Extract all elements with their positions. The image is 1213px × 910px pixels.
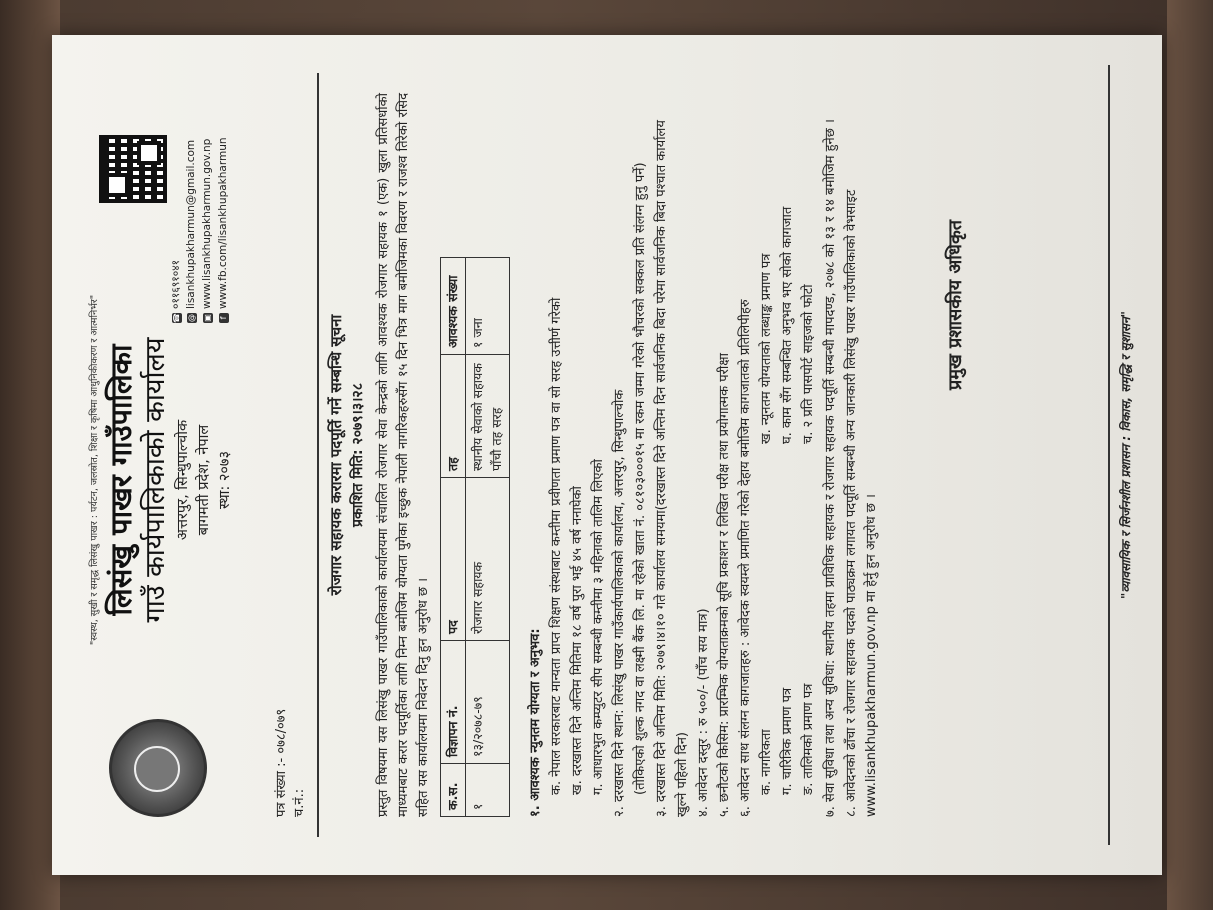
doc-training: ङ. तालिमको प्रमाण पत्र bbox=[800, 683, 816, 795]
letterhead-title bbox=[102, 263, 235, 697]
letter-number: पत्र संख्या :- ०७८/०७९ bbox=[273, 708, 289, 817]
col-sn: क.स. bbox=[440, 764, 464, 817]
table-surface-right bbox=[1167, 0, 1213, 910]
col-post: पद bbox=[440, 478, 464, 641]
list-item: ग. आधारभुत कम्प्युटर सीप सम्बन्धी कम्तीमा ३ महिनाको तालिम लिएको bbox=[590, 459, 606, 795]
contact-block bbox=[98, 93, 231, 323]
col-ad-no: विज्ञापन नं. bbox=[440, 641, 464, 764]
facebook-icon: f bbox=[218, 313, 228, 323]
table-row bbox=[465, 258, 509, 817]
contact-phone: ☎ ०११६९१०४१ bbox=[169, 259, 182, 323]
cell-ad-no: १३/२०७८-७९ bbox=[465, 641, 509, 764]
cell-post: रोजगार सहायक bbox=[465, 478, 509, 641]
doc-character: ग. चारित्रिक प्रमाण पत्र bbox=[779, 687, 795, 795]
contact-email: @ lisankhupakharmun@gmail.com bbox=[184, 139, 197, 322]
doc-citizenship: क. नागरिकता bbox=[758, 729, 774, 795]
letterhead bbox=[102, 93, 252, 817]
table-surface-left bbox=[0, 0, 60, 910]
contact-facebook: f www.fb.com/lisankhupakharmun bbox=[215, 93, 231, 323]
col-count: आवश्यक संख्या bbox=[440, 258, 464, 355]
reference-block bbox=[272, 93, 308, 817]
municipality-logo-icon bbox=[108, 719, 206, 817]
cell-level: स्थानीय सेवाको सहायक पाँचौ तह सरह bbox=[465, 355, 509, 478]
address-line-2: बागमती प्रदेश, नेपाल bbox=[195, 424, 212, 536]
established: स्था: २०७३ bbox=[216, 450, 233, 510]
contact-website: ▣ www.lisankhupakharmun.gov.np bbox=[200, 138, 213, 322]
list-item: ८. आवेदनको ढाँचा र रोजगार सहायक पदको पाठ्यक्रम लगायत पदपूर्ति सम्बन्धी अन्य जानकारी लिसंखु पाखर गाउँपालिकाको वेभसाइट www.lisankhupakharmun.gov.np मा हेर्नु हुन अनुरोध छ । bbox=[843, 189, 879, 817]
list-item: ५. छनौटको किसिम: प्रारम्भिक योग्यताक्रमको सूचि प्रकाशन र लिखित परीक्ष तथा प्रयोगात्मक परीक्षा bbox=[716, 353, 732, 817]
table-header-row bbox=[440, 258, 464, 817]
cell-sn: १ bbox=[465, 764, 509, 817]
list-item: ७. सेवा सुविधा तथा अन्य सुविधा: स्थानीय तहमा प्राविधिक सहायक र रोजगार सहायक पदपूर्ति सम्बन्धी मापदण्ड, २०७८ को १३ र १४ बमोजिम हुनेछ । bbox=[822, 119, 838, 817]
footer-motto: "व्यावसायिक र सिर्जनशील प्रशासन : विकास, समृद्धि र सुशासन" bbox=[1118, 311, 1133, 599]
web-icon: ▣ bbox=[202, 314, 212, 322]
address-line-1: अत्तरपुर, सिन्धुपाल्चोक bbox=[174, 419, 191, 541]
col-level: तह bbox=[440, 355, 464, 478]
email-icon: @ bbox=[186, 314, 196, 322]
header-divider bbox=[317, 73, 319, 837]
dispatch-number: च.नं.: bbox=[291, 788, 307, 817]
list-item bbox=[799, 93, 819, 817]
list-item: ३. दरखास्त दिने अन्तिम मिति: २०७९।४।१० गते कार्यालय समयमा(दरखास्त दिने अन्तिम दिन सार्वजनिक बिदा परेमा सार्वजनिक बिदा पश्चात कार्यालय खुल्ने पहिलो दिन) bbox=[653, 120, 690, 817]
list-item bbox=[778, 93, 798, 817]
list-item: २. दरखास्त दिने स्थान: लिसंखु पाखर गाउँकार्यपालिकाको कार्यालय, अत्तरपुर, सिन्धुपाल्चोक bbox=[611, 389, 627, 817]
doc-marksheet: ख. न्यूनतम योग्यताको लब्धाङ्क प्रमाण पत्र bbox=[758, 253, 774, 444]
list-item: (तोकिएको शुल्क नगद वा लक्ष्मी बैंक लि. मा रहेको खाता नं. ०८१०३०००१५ मा रकम जम्मा गरेको भौचरको सक्कल प्रति संलग्न हुनु पर्ने) bbox=[632, 162, 648, 795]
vacancy-table bbox=[440, 257, 509, 817]
cell-count: १ जना bbox=[465, 258, 509, 355]
requirements-list bbox=[525, 93, 881, 817]
doc-photo: च. २ प्रति पासपोर्ट साइजको फोटो bbox=[800, 284, 816, 444]
office-name: गाउँ कार्यपालिकाको कार्यालय bbox=[139, 337, 171, 623]
notice-document bbox=[52, 35, 1162, 875]
notice-paragraph: प्रस्तुत विषयमा यस लिसंखु पाखर गाउँपालिकाको कार्यालयमा संचालित रोजगार सेवा केन्द्रको लागि आवश्यक रोजगार सहायक १ (एक) खुला प्रतिसर्धाको माध्यमबाट करार पदपूर्तिका लागि निम्न बमोजिम योग्यता पुगेका इच्छुक नेपाली नागरिकहरुसँग १५ दिन भित्र माग बमोजिमका विवरण र राजश्व तिरेको रसिद सहित यस कार्यालयमा निवेदन दिनु हुन अनुरोध छ । bbox=[375, 93, 431, 817]
published-date: प्रकाशित मिति: २०७९।३।२८ bbox=[349, 383, 366, 527]
footer-divider bbox=[1108, 65, 1110, 845]
notice-title: रोजगार सहायक करारमा पदपूर्ति गर्ने सम्बन्धि सूचना bbox=[326, 314, 345, 596]
list-item: ख. दरखास्त दिने अन्तिम मितिमा १८ वर्ष पुरा भई ४५ वर्ष ननाघेको bbox=[569, 486, 585, 795]
list-item: क. नेपाल सरकारबाट मान्यता प्राप्त शिक्षण संस्थाबाट कम्तीमा प्रवीणता प्रमाण पत्र वा सो सरह उत्तीर्ण गरेको bbox=[548, 297, 564, 795]
motto-line: "स्वस्थ, सुखी र समृद्ध लिसंखु पाखर : पर्यटन, जलस्रोत, शिक्षा र कृषिमा आधुनिकीकरण र आत्मनिर्भर" bbox=[88, 294, 100, 646]
doc-experience: घ. काम सँग सम्बन्धित अनुभव भए सोको कागजात bbox=[779, 206, 795, 444]
list-item: ६. आवेदन साथ संलग्न कागजातहरु : आवेदक स्वयम्ले प्रमाणित गरेको देहाय बमोजिम कागजातको प्रतिलिपीहरु bbox=[737, 299, 753, 817]
list-item bbox=[757, 93, 777, 817]
municipality-name: लिसंखु पाखर गाउँपालिका bbox=[103, 344, 138, 616]
qr-code-icon bbox=[98, 135, 166, 203]
signature-title: प्रमुख प्रशासकीय अधिकृत bbox=[944, 219, 966, 391]
phone-icon: ☎ bbox=[171, 313, 181, 323]
list-item: १. आवश्यक न्युनतम योग्यता र अनुभव: bbox=[527, 628, 543, 817]
list-item: ४. आवेदन दस्तुर : रु ५००/- (पाँच सय मात्र) bbox=[695, 608, 711, 817]
